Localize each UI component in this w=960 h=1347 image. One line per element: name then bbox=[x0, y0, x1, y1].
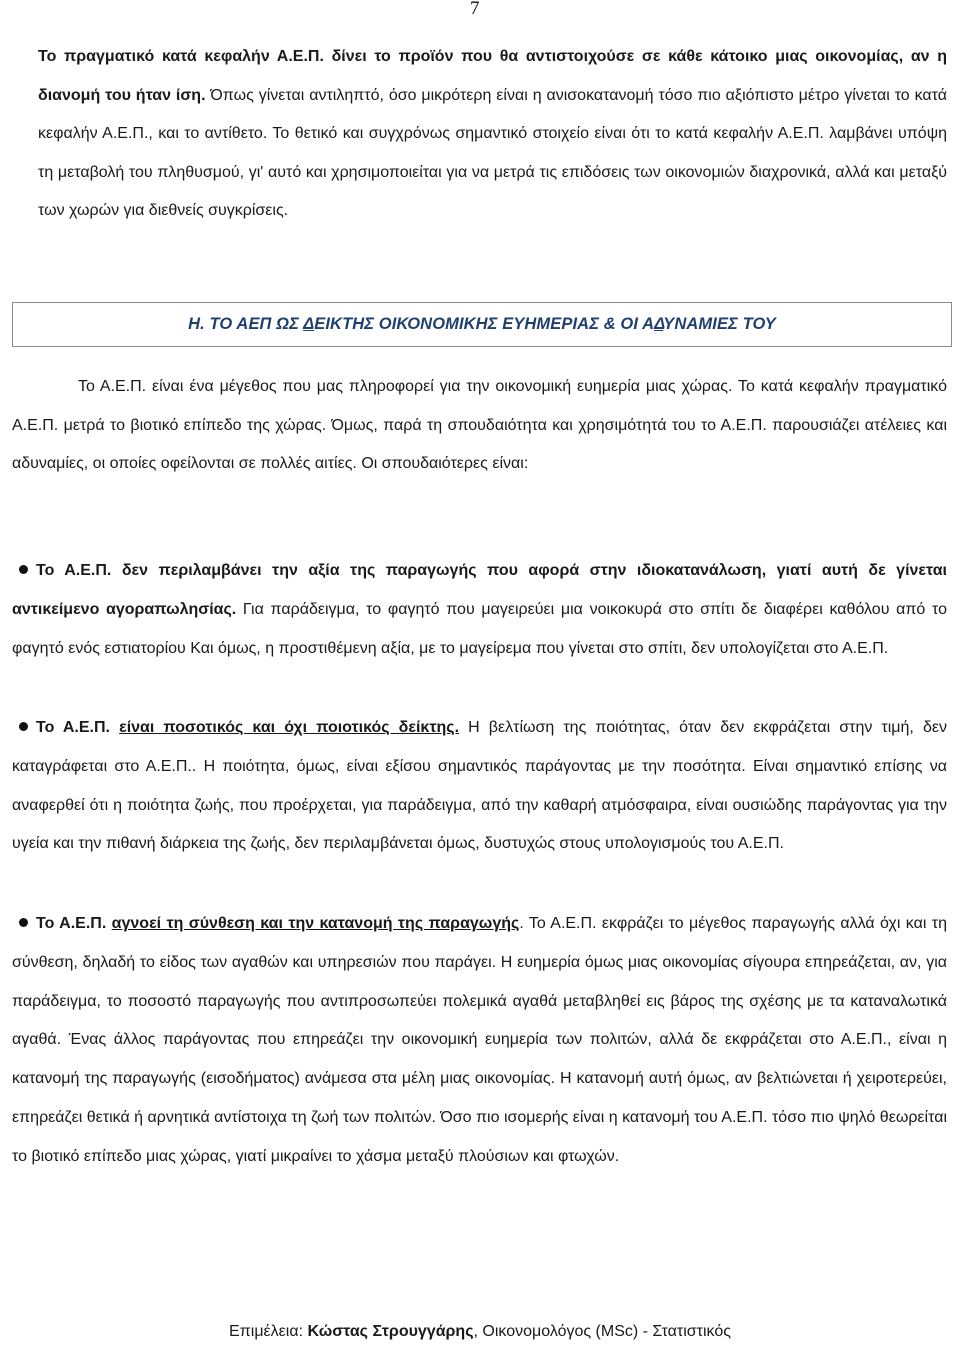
bullet-1-emphasis: δεν περιλαμβάνει την αξία της παραγωγής που αφορά στην ιδιοκατανάλωση, γιατί αυτή δε γίνεται αντικείμενο αγοραπωλησίας. bbox=[12, 562, 947, 618]
page-number: 7 bbox=[470, 0, 480, 19]
intro-rest: Όπως γίνεται αντιληπτό, όσο μικρότερη είναι η ανισοκατανομή τόσο πιο αξιόπιστο μέτρο γίνεται το κατά κεφαλήν Α.Ε.Π., και το αντίθετο. Το θετικό και συγχρόνως σημαντικό στοιχείο είναι ότι το κατά κεφαλήν Α.Ε.Π. λαμβάνει υπόψη τη μεταβολή του πληθυσμού, γι' αυτό και χρησιμοποιείται για να μετρά τις επιδόσεις των οικονομιών διαχρονικά, αλλά και μεταξύ των χωρών για διεθνείς συγκρίσεις. bbox=[38, 86, 947, 219]
bullet-item-3 bbox=[12, 905, 947, 1177]
bullet-1-text: Για παράδειγμα, το φαγητό που μαγειρεύει μια νοικοκυρά στο σπίτι δε διαφέρει καθόλου από το φαγητό ενός εστιατορίου Και όμως, η προστιθέμενη αξία, με το μαγείρεμα που γίνεται στο σπίτι, δεν υπολογίζεται στο Α.Ε.Π. bbox=[12, 600, 947, 657]
intro-paragraph bbox=[38, 38, 947, 231]
bullet-3-text: . Το Α.Ε.Π. εκφράζει το μέγεθος παραγωγής αλλά όχι και τη σύνθεση, δηλαδή το είδος των αγαθών και υπηρεσιών που παράγει. Η ευημερία όμως μιας οικονομίας σίγουρα επηρεάζεται, αν, για παράδειγμα, το ποσοστό παραγωγής που αντιπροσωπεύει πολεμικά αγαθά μεταβληθεί εις βάρος της σχέσης με τα καταναλωτικά αγαθά. Ένας άλλος παράγοντας που επηρεάζει την οικονομική ευημερία των πολιτών, αλλά δε εκφράζεται στο Α.Ε.Π., είναι η κατανομή της παραγωγής (εισοδήματος) ανάμεσα στα μέλη μιας οικονομίας. Η κατανομή αυτή όμως, αν βελτιώνεται ή χειροτερεύει, επηρεάζει θετικά ή αρνητικά αντίστοιχα τη ζωή των πολιτών. Όσο πιο ισομερής είναι η κατανομή του Α.Ε.Π. τόσο πιο ψηλό θεωρείται το βιοτικό επίπεδο μιας χώρας, γιατί μικραίνει το χάσμα μεταξύ πλούσιων και φτωχών. bbox=[12, 915, 947, 1165]
heading-part3: ΕΙΚΤΗΣ ΟΙΚΟΝΟΜΙΚΗΣ ΕΥΗΜΕΡΙΑΣ & ΟΙ Α bbox=[314, 315, 655, 333]
page-footer bbox=[0, 1323, 960, 1341]
bullet-2-prefix: Το Α.Ε.Π. bbox=[36, 719, 120, 736]
bullet-icon bbox=[19, 565, 28, 574]
section-intro-paragraph: Το Α.Ε.Π. είναι ένα μέγεθος που μας πληροφορεί για την οικονομική ευημερία μιας χώρας. Το κατά κεφαλήν πραγματικό Α.Ε.Π. μετρά το βιοτικό επίπεδο της χώρας. Όμως, παρά τη σπουδαιότητα και χρησιμότητά του το Α.Ε.Π. παρουσιάζει ατέλειες και αδυναμίες, οι οποίες οφείλονται σε πολλές αιτίες. Οι σπουδαιότερες είναι: bbox=[12, 378, 947, 472]
heading-part1: Η. ΤΟ ΑΕΠ ΩΣ bbox=[188, 315, 304, 333]
intro-lead-bold: Το πραγματικό κατά κεφαλήν Α.Ε.Π. δίνει το προϊόν που θα αντιστοιχούσε σε κάθε κάτοικο μιας οικονομίας, αν η διανομή του ήταν ίση. bbox=[38, 48, 947, 104]
heading-part5: ΥΝΑΜΙΕΣ ΤΟΥ bbox=[663, 315, 776, 333]
section-heading-box bbox=[12, 302, 952, 347]
footer-label: Επιμέλεια: bbox=[229, 1323, 308, 1340]
bullet-2-text: Η βελτίωση της ποιότητας, όταν δεν εκφράζεται στην τιμή, δεν καταγράφεται στο Α.Ε.Π.. Η ποιότητα, όμως, είναι εξίσου σημαντικός παράγοντας με την ποσότητα. Είναι σημαντικό επίσης να αναφερθεί ότι η ποιότητα ζωής, που προέρχεται, για παράδειγμα, από την καθαρή ατμόσφαιρα, είναι ουσιώδης παράγοντας για την υγεία και την πιθανή διάρκεια της ζωής, δεν περιλαμβάνεται όμως, δυστυχώς στους υπολογισμούς του Α.Ε.Π. bbox=[12, 719, 948, 853]
bullet-3-prefix: Το Α.Ε.Π. bbox=[36, 915, 112, 932]
bullet-icon bbox=[19, 918, 28, 927]
heading-part2: Δ bbox=[303, 315, 315, 333]
bullet-item-2 bbox=[12, 709, 947, 864]
bullet-icon bbox=[19, 722, 28, 731]
heading-part4: Δ bbox=[654, 315, 664, 333]
section-heading bbox=[188, 315, 776, 334]
bullet-item-1 bbox=[12, 552, 947, 668]
bullet-2-emphasis: είναι ποσοτικός και όχι ποιοτικός δείκτης. bbox=[119, 719, 460, 736]
footer-credentials: , Οικονομολόγος (MSc) - Στατιστικός bbox=[473, 1323, 731, 1340]
bullet-1-prefix: Το Α.Ε.Π. bbox=[36, 562, 122, 579]
footer-author: Κώστας Στρουγγάρης bbox=[307, 1323, 474, 1340]
bullet-3-emphasis: αγνοεί τη σύνθεση και την κατανομή της παραγωγής bbox=[111, 915, 520, 932]
